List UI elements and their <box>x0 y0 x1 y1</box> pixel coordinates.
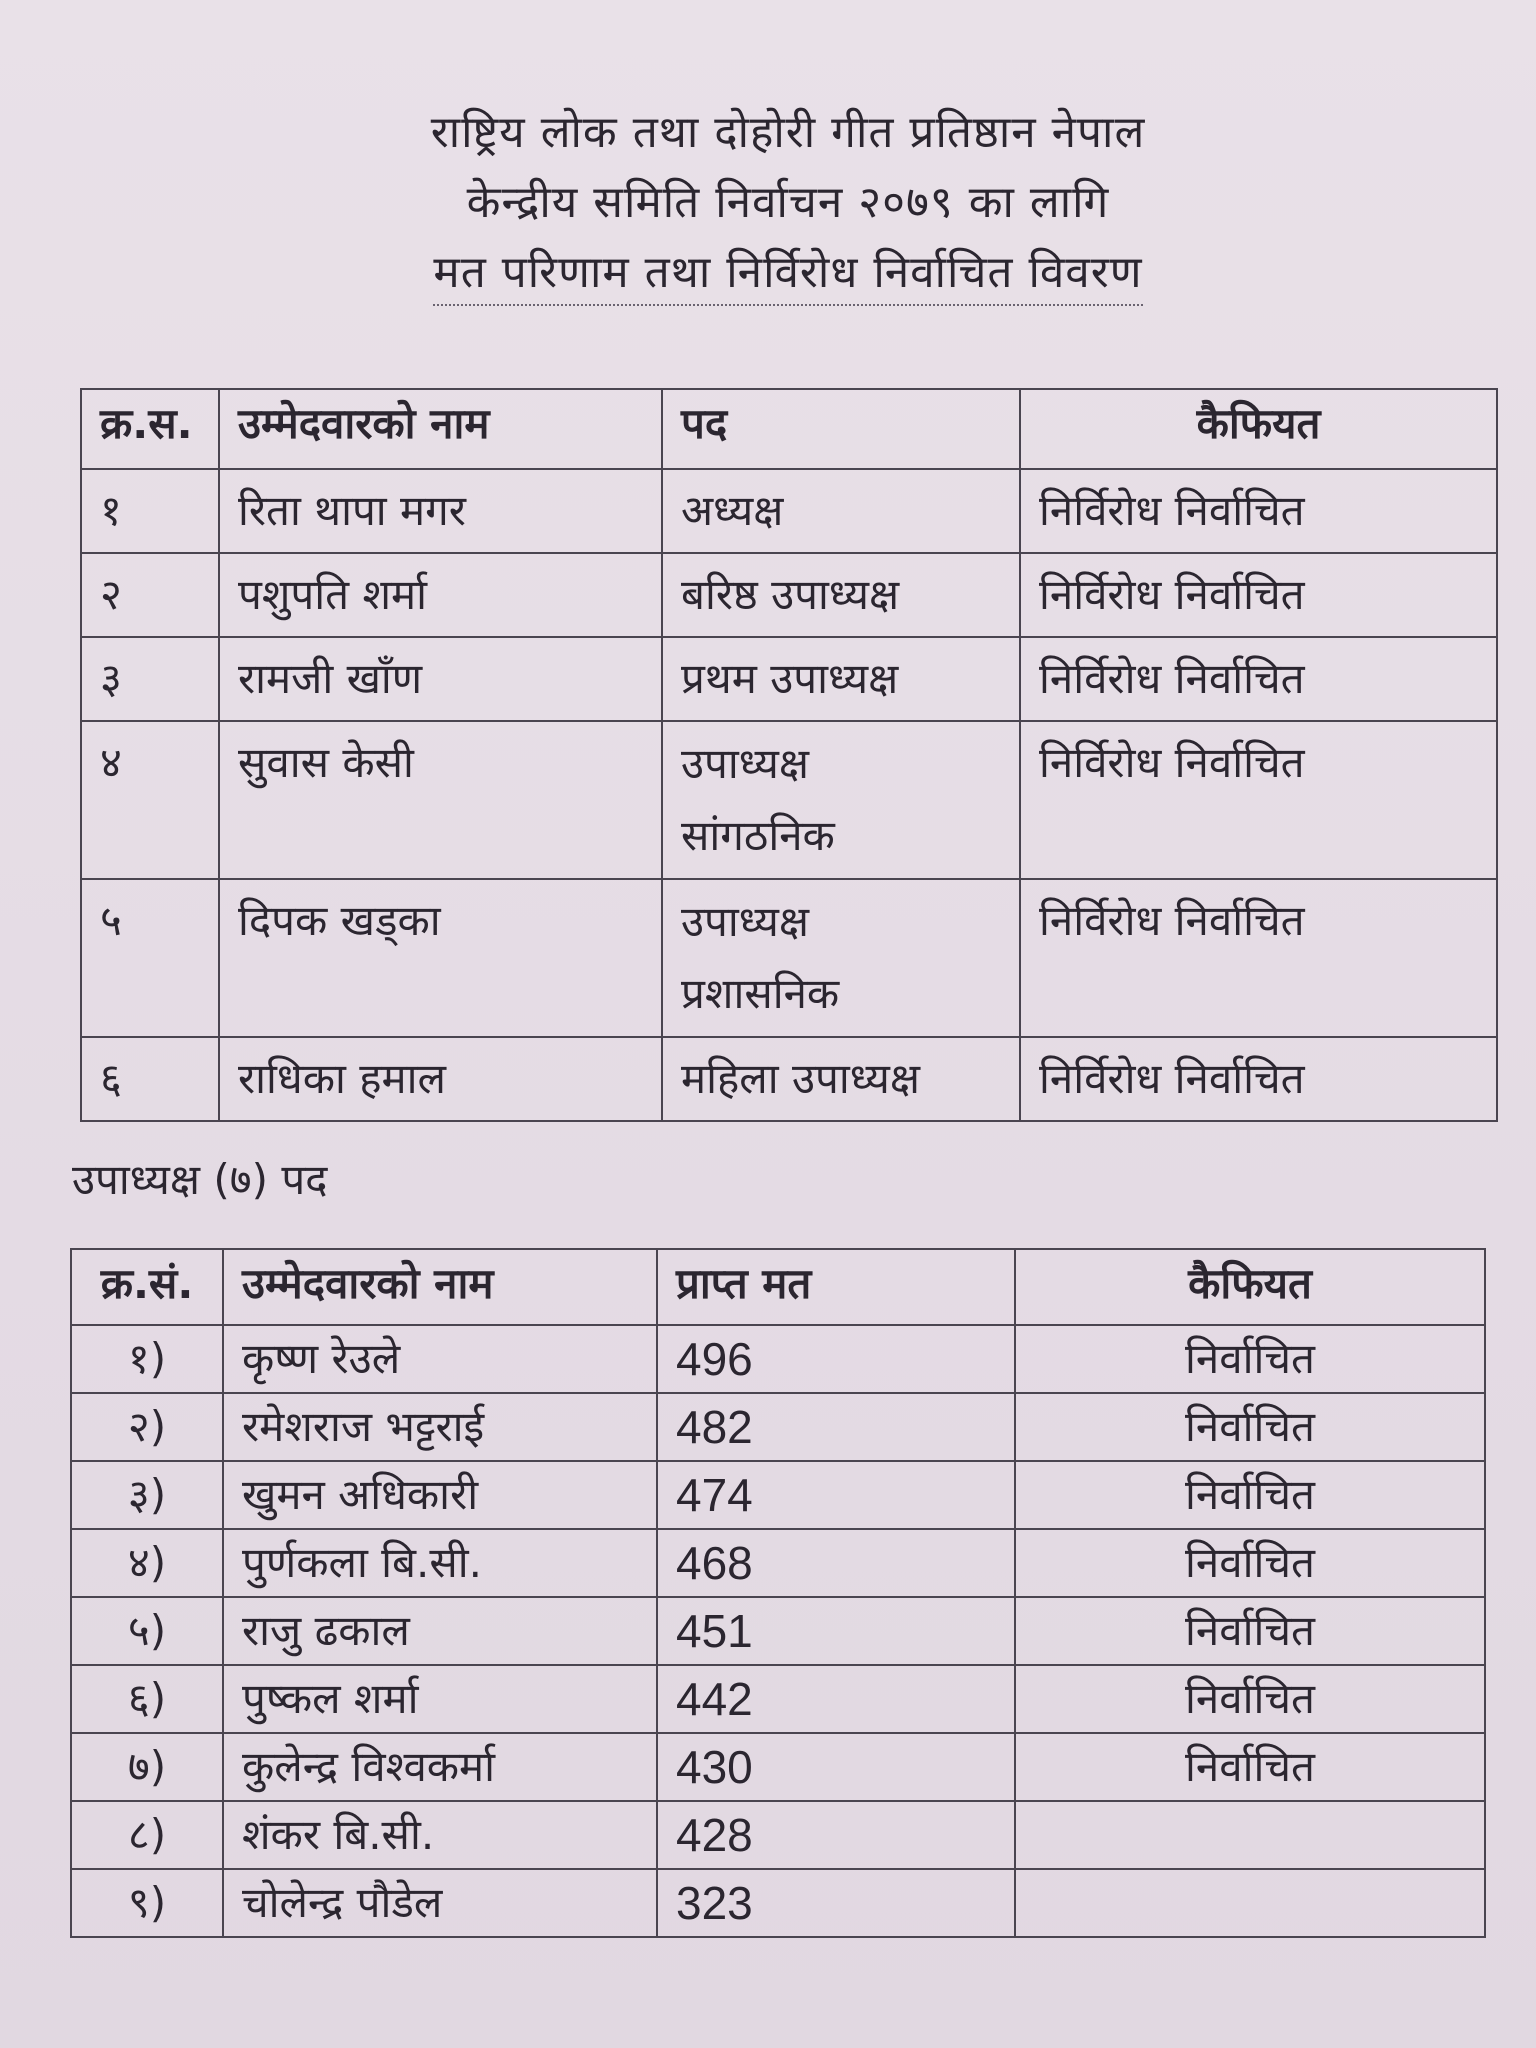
table-row <box>71 1529 1485 1597</box>
post-line-2: प्रशासनिक <box>681 969 840 1018</box>
votes-cell: 442 <box>657 1665 1015 1733</box>
remark-cell: निर्विरोध निर्वाचित <box>1020 721 1497 879</box>
serial-cell: २) <box>71 1393 223 1461</box>
table-row <box>81 1037 1497 1121</box>
serial-cell: ९) <box>71 1869 223 1937</box>
serial-cell: १) <box>71 1325 223 1393</box>
heading-results <box>0 240 1536 300</box>
heading-results-text: मत परिणाम तथा निर्विरोध निर्वाचित विवरण <box>433 247 1142 306</box>
table-row <box>71 1393 1485 1461</box>
serial-cell: ७) <box>71 1733 223 1801</box>
table-row <box>71 1801 1485 1869</box>
post-line-2: सांगठनिक <box>681 811 835 860</box>
table-row <box>71 1665 1485 1733</box>
post-cell <box>662 721 1020 879</box>
table-header-row <box>71 1249 1485 1325</box>
votes-cell: 451 <box>657 1597 1015 1665</box>
votes-cell: 482 <box>657 1393 1015 1461</box>
remark-cell: निर्वाचित <box>1015 1393 1485 1461</box>
serial-cell: ५ <box>81 879 219 1037</box>
name-cell: कुलेन्द्र विश्वकर्मा <box>223 1733 657 1801</box>
post-cell: अध्यक्ष <box>662 469 1020 553</box>
name-cell: सुवास केसी <box>219 721 662 879</box>
header-serial: क्र.स. <box>81 389 219 469</box>
name-cell: खुमन अधिकारी <box>223 1461 657 1529</box>
table-row <box>81 637 1497 721</box>
table-row <box>71 1869 1485 1937</box>
remark-cell <box>1015 1869 1485 1937</box>
name-cell: शंकर बि.सी. <box>223 1801 657 1869</box>
post-cell <box>662 879 1020 1037</box>
votes-cell: 323 <box>657 1869 1015 1937</box>
serial-cell: ६) <box>71 1665 223 1733</box>
serial-cell: १ <box>81 469 219 553</box>
remark-cell: निर्वाचित <box>1015 1733 1485 1801</box>
post-line-1: उपाध्यक्ष <box>681 897 810 946</box>
name-cell: रमेशराज भट्टराई <box>223 1393 657 1461</box>
votes-cell: 430 <box>657 1733 1015 1801</box>
header-votes: प्राप्त मत <box>657 1249 1015 1325</box>
header-candidate-name: उम्मेदवारको नाम <box>223 1249 657 1325</box>
unopposed-results-table <box>80 388 1498 1122</box>
name-cell: चोलेन्द्र पौडेल <box>223 1869 657 1937</box>
name-cell: पुष्कल शर्मा <box>223 1665 657 1733</box>
remark-cell: निर्वाचित <box>1015 1529 1485 1597</box>
name-cell: पुर्णकला बि.सी. <box>223 1529 657 1597</box>
name-cell: राधिका हमाल <box>219 1037 662 1121</box>
serial-cell: ५) <box>71 1597 223 1665</box>
serial-cell: ४) <box>71 1529 223 1597</box>
remark-cell: निर्विरोध निर्वाचित <box>1020 553 1497 637</box>
post-line-1: उपाध्यक्ष <box>681 739 810 788</box>
serial-cell: ६ <box>81 1037 219 1121</box>
post-cell: बरिष्ठ उपाध्यक्ष <box>662 553 1020 637</box>
name-cell: पशुपति शर्मा <box>219 553 662 637</box>
remark-cell: निर्विरोध निर्वाचित <box>1020 469 1497 553</box>
serial-cell: ३) <box>71 1461 223 1529</box>
remark-cell: निर्विरोध निर्वाचित <box>1020 1037 1497 1121</box>
table-row <box>71 1733 1485 1801</box>
name-cell: रामजी खाँण <box>219 637 662 721</box>
remark-cell: निर्वाचित <box>1015 1461 1485 1529</box>
votes-cell: 496 <box>657 1325 1015 1393</box>
post-cell: महिला उपाध्यक्ष <box>662 1037 1020 1121</box>
header-remarks: कैफियत <box>1020 389 1497 469</box>
name-cell: दिपक खड्का <box>219 879 662 1037</box>
table-row <box>71 1461 1485 1529</box>
serial-cell: ८) <box>71 1801 223 1869</box>
post-cell: प्रथम उपाध्यक्ष <box>662 637 1020 721</box>
header-candidate-name: उम्मेदवारको नाम <box>219 389 662 469</box>
remark-cell: निर्विरोध निर्वाचित <box>1020 879 1497 1037</box>
remark-cell: निर्वाचित <box>1015 1325 1485 1393</box>
name-cell: राजु ढकाल <box>223 1597 657 1665</box>
remark-cell: निर्विरोध निर्वाचित <box>1020 637 1497 721</box>
remark-cell <box>1015 1801 1485 1869</box>
serial-cell: ३ <box>81 637 219 721</box>
table-row <box>81 553 1497 637</box>
table-row <box>81 879 1497 1037</box>
table-row <box>81 469 1497 553</box>
table-row <box>81 721 1497 879</box>
header-serial: क्र.सं. <box>71 1249 223 1325</box>
serial-cell: २ <box>81 553 219 637</box>
remark-cell: निर्वाचित <box>1015 1597 1485 1665</box>
name-cell: कृष्ण रेउले <box>223 1325 657 1393</box>
header-remarks: कैफियत <box>1015 1249 1485 1325</box>
votes-cell: 468 <box>657 1529 1015 1597</box>
section-vice-president-title: उपाध्यक्ष (७) पद <box>72 1155 328 1204</box>
votes-cell: 474 <box>657 1461 1015 1529</box>
name-cell: रिता थापा मगर <box>219 469 662 553</box>
votes-cell: 428 <box>657 1801 1015 1869</box>
heading-organization: राष्ट्रिय लोक तथा दोहोरी गीत प्रतिष्ठान नेपाल <box>430 107 1146 158</box>
table-row <box>71 1325 1485 1393</box>
remark-cell: निर्वाचित <box>1015 1665 1485 1733</box>
table-header-row <box>81 389 1497 469</box>
serial-cell: ४ <box>81 721 219 879</box>
header-post: पद <box>662 389 1020 469</box>
table-row <box>71 1597 1485 1665</box>
heading-election: केन्द्रीय समिति निर्वाचन २०७९ का लागि <box>466 177 1110 228</box>
vote-results-table <box>70 1248 1486 1938</box>
